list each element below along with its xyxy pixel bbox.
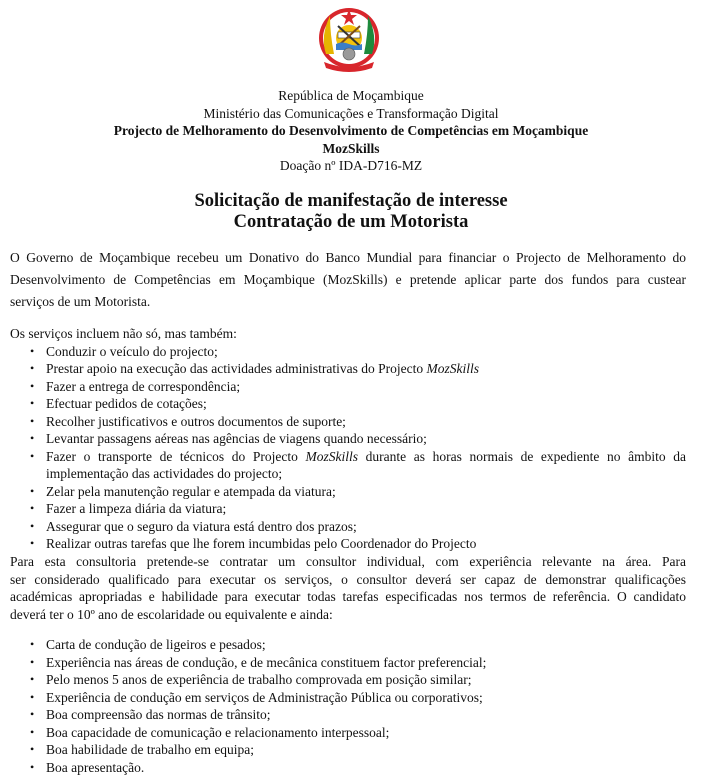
services-heading: Os serviços incluem não só, mas também: [10, 325, 686, 343]
list-item: • Assegurar que o seguro da viatura está dentro dos prazos; [10, 518, 686, 536]
list-item: • Fazer o transporte de técnicos do Projecto MozSkills durante as horas normais de expediente no âmbito da implementação das actividades do projecto; [10, 448, 686, 483]
intro-paragraph [10, 249, 686, 311]
list-item: • Pelo menos 5 anos de experiência de trabalho comprovada em posição similar; [10, 671, 686, 689]
qualification-line: académicas apropriadas e habilidade para executar todas tarefas especificadas nos termos de referência. O candidato [10, 588, 686, 606]
intro-line: Desenvolvimento de Competências em Moçambique (MozSkills) e pretende aplicar parte dos fundos para custear [10, 271, 686, 293]
list-item: • Fazer a entrega de correspondência; [10, 378, 686, 396]
list-item: • Boa habilidade de trabalho em equipa; [10, 741, 686, 759]
list-item: • Prestar apoio na execução das actividades administrativas do Projecto MozSkills [10, 360, 686, 378]
list-item: • Levantar passagens aéreas nas agências de viagens quando necessário; [10, 430, 686, 448]
list-item: • Experiência de condução em serviços de Administração Pública ou corporativos; [10, 689, 686, 707]
qualification-paragraph [10, 553, 686, 623]
header-mozskills: MozSkills [0, 140, 702, 158]
requirements-section [10, 636, 686, 776]
services-list [10, 343, 686, 553]
list-item: • Realizar outras tarefas que lhe forem incumbidas pelo Coordenador do Projecto [10, 535, 686, 553]
requirements-list [10, 636, 686, 776]
header-grant-number: Doação nº IDA-D716-MZ [0, 157, 702, 175]
list-item: • Boa apresentação. [10, 759, 686, 776]
document-title [0, 191, 702, 233]
intro-line: O Governo de Moçambique recebeu um Donativo do Banco Mundial para financiar o Projecto de Melhoramento do [10, 249, 686, 271]
list-item: • Efectuar pedidos de cotações; [10, 395, 686, 413]
list-item: • Boa compreensão das normas de trânsito; [10, 706, 686, 724]
list-item: • Boa capacidade de comunicação e relacionamento interpessoal; [10, 724, 686, 742]
list-item: • Experiência nas áreas de condução, e de mecânica constituem factor preferencial; [10, 654, 686, 672]
intro-line: serviços de um Motorista. [10, 293, 686, 311]
header-republic: República de Moçambique [0, 87, 702, 105]
header-ministry: Ministério das Comunicações e Transformação Digital [0, 105, 702, 123]
title-line-2: Contratação de um Motorista [0, 212, 702, 233]
services-section [10, 325, 686, 553]
qualification-line: deverá ter o 10º ano de escolaridade ou equivalente e ainda: [10, 606, 686, 624]
header-project: Projecto de Melhoramento do Desenvolvimento de Competências em Moçambique [0, 122, 702, 140]
list-item: • Fazer a limpeza diária da viatura; [10, 500, 686, 518]
qualification-line: ser considerado qualificado para executar os serviços, o consultor deverá ser capaz de demonstrar qualificações [10, 571, 686, 589]
header-block [0, 87, 702, 175]
mozambique-emblem-icon [316, 4, 382, 76]
qualification-line: Para esta consultoria pretende-se contratar um consultor individual, com experiência relevante na área. Para [10, 553, 686, 571]
list-item: • Recolher justificativos e outros documentos de suporte; [10, 413, 686, 431]
list-item: • Zelar pela manutenção regular e atempada da viatura; [10, 483, 686, 501]
title-line-1: Solicitação de manifestação de interesse [0, 191, 702, 212]
list-item: • Carta de condução de ligeiros e pesados; [10, 636, 686, 654]
list-item: • Conduzir o veículo do projecto; [10, 343, 686, 361]
